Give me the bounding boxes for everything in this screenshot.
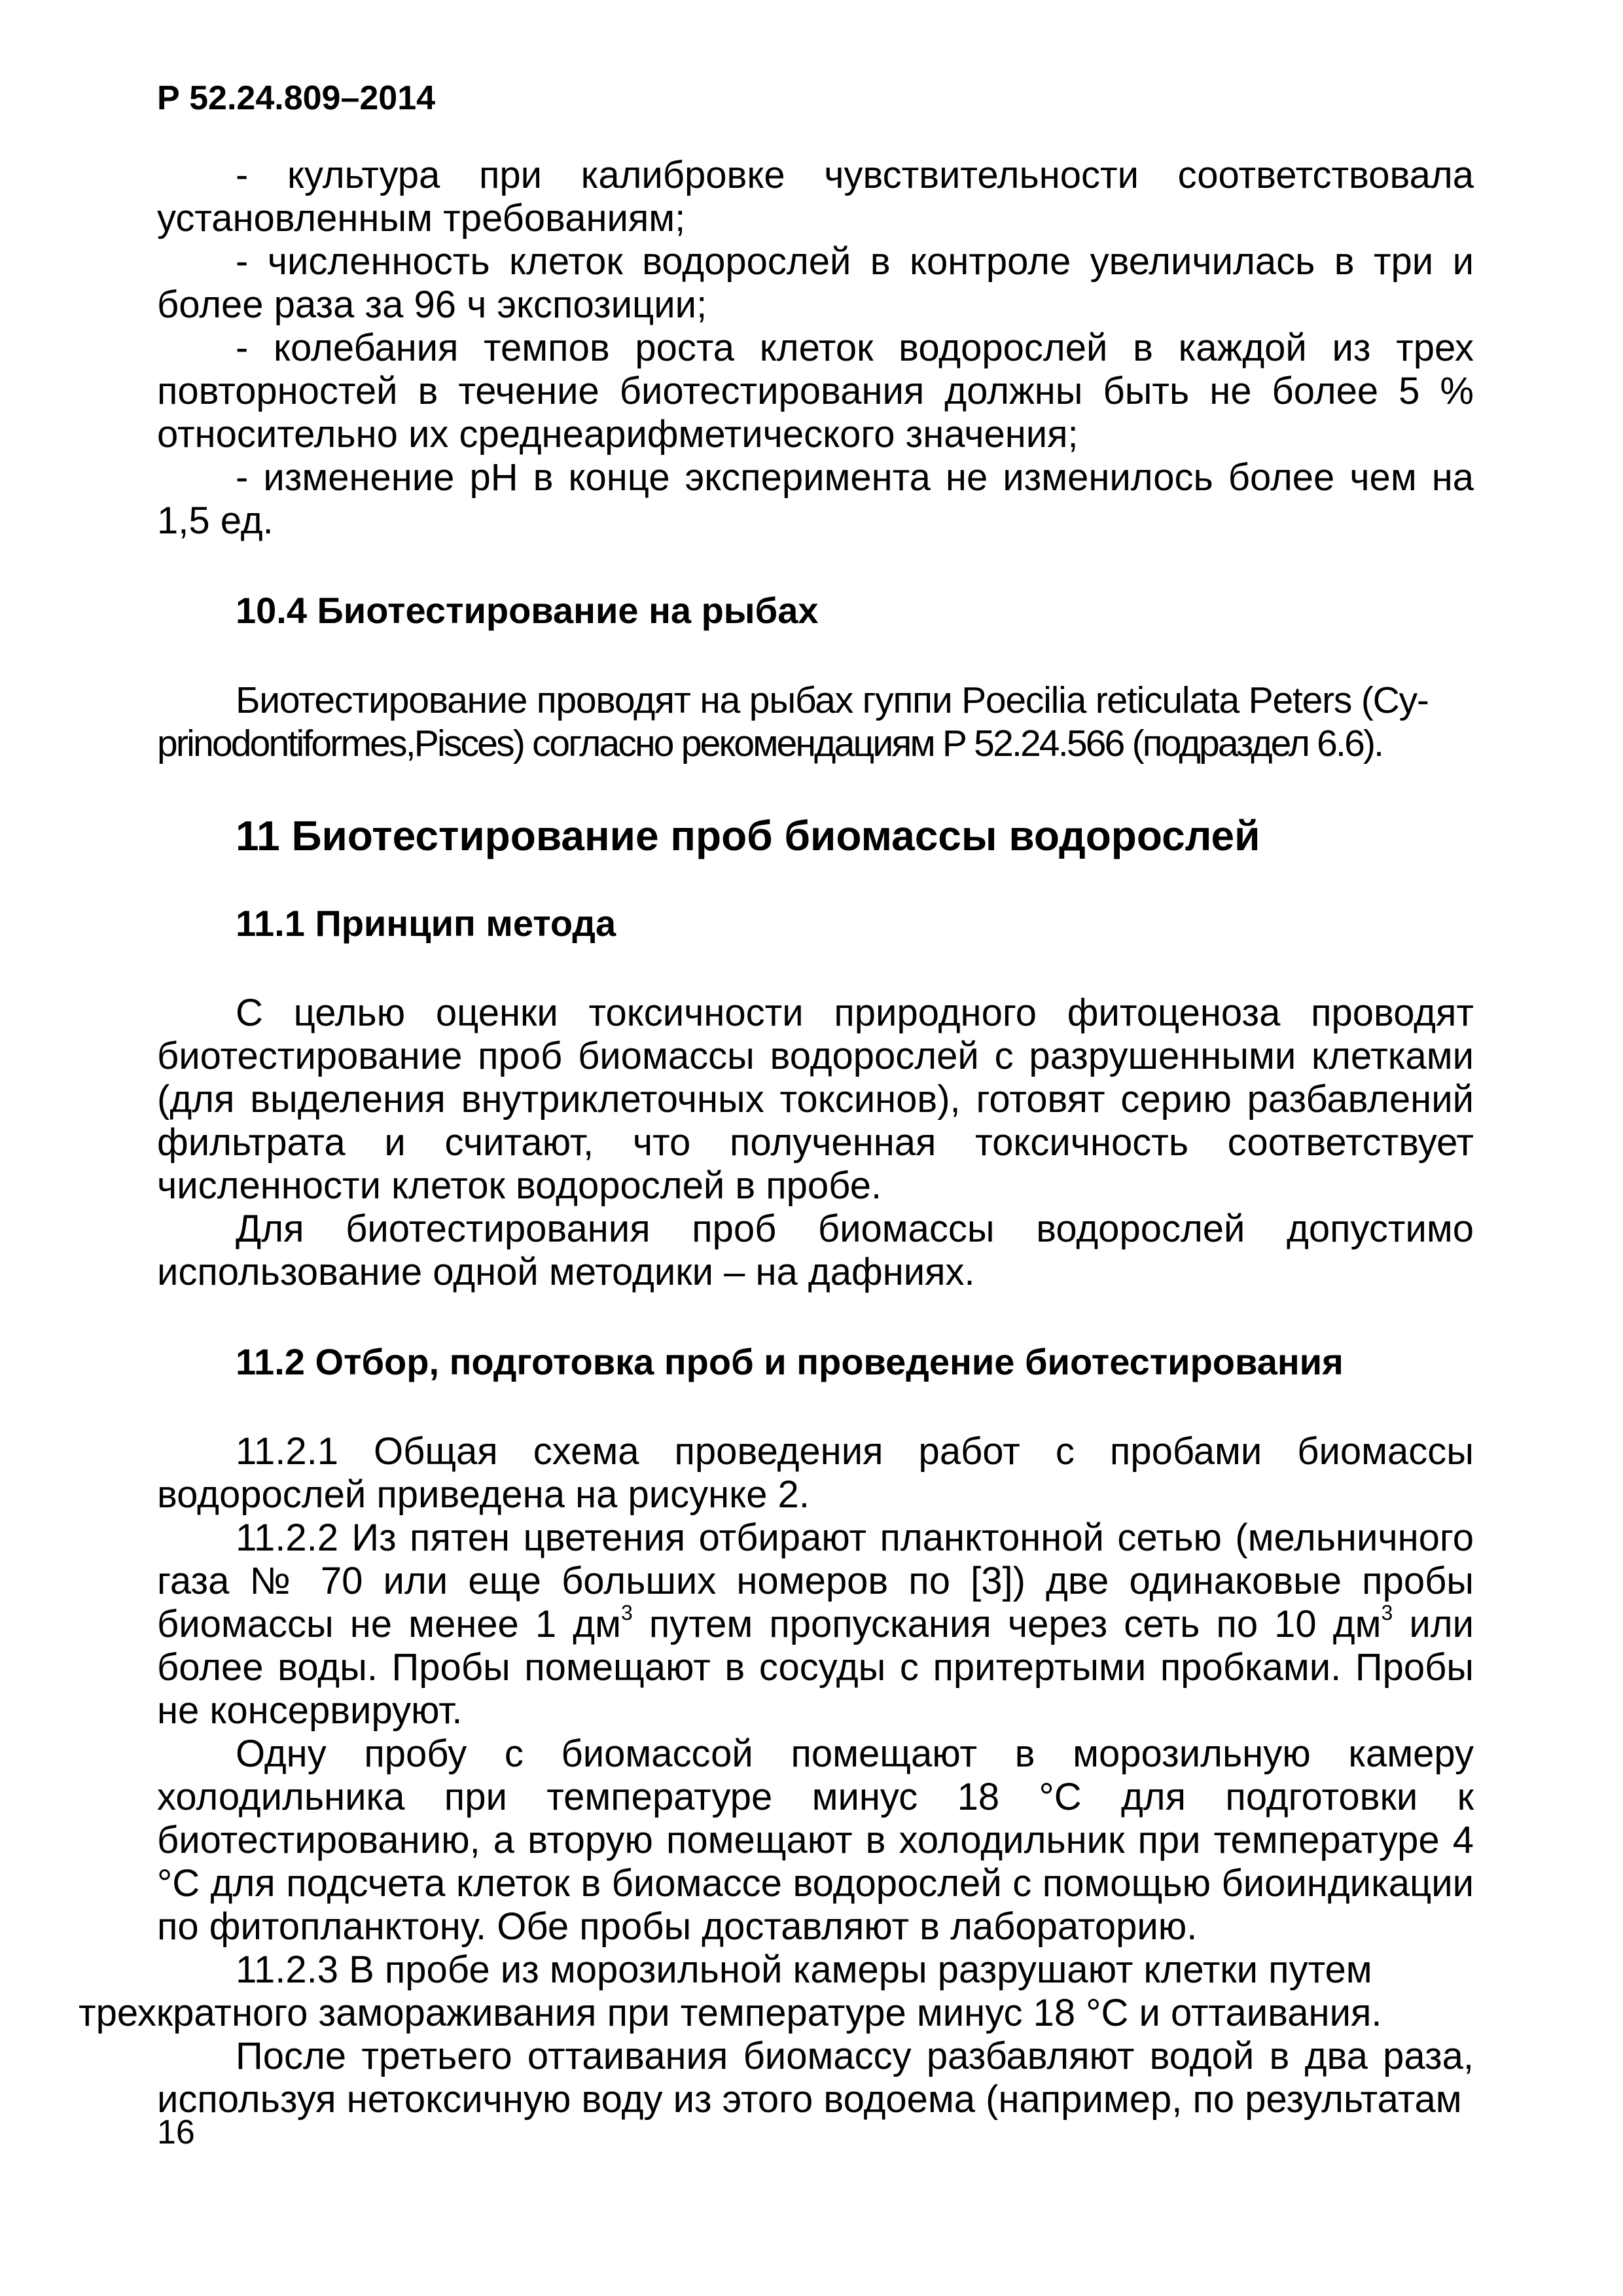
- document-page: [79, 0, 1474, 2296]
- page-content: [79, 154, 1474, 2121]
- paragraph-11-2-2: 11.2.2 Из пятен цветения отбирают планктонной сетью (мельничного газа № 70 или еще больших номеров по [3]) две одинаковые пробы биомассы не менее 1 $дм^3$ путем пропускания через сеть по 10 $дм^3$ или более воды. Пробы помещают в сосуды с притертыми пробками. Пробы не консервируют.: [157, 1516, 1474, 1732]
- paragraph-freezer: Одну пробу с биомассой помещают в морозильную камеру холодильника при температуре минус 18 °С для подготовки к биотестированию, а вторую помещают в холодильник при температуре 4 °С для подсчета клеток в биомассе водорослей с помощью биоиндикации по фитопланктону. Обе пробы доставляют в лабораторию.: [157, 1732, 1474, 1948]
- condition-item: - колебания темпов роста клеток водорослей в каждой из трех повторностей в течение биотестирования должны быть не более 5 % относительно их среднеарифметического значения;: [157, 327, 1474, 456]
- document-code: Р 52.24.809–2014: [157, 79, 436, 117]
- paragraph-11-2-3: [79, 1948, 1474, 2035]
- section-10-4-heading: 10.4 Биотестирование на рыбах: [236, 590, 819, 631]
- section-11-heading: 11 Биотестирование проб биомассы водорослей: [236, 812, 1260, 859]
- section-10-4-text: [157, 679, 1474, 765]
- page-number: 16: [157, 2113, 195, 2151]
- paragraph-after-thawing: После третьего оттаивания биомассу разбавляют водой в два раза, используя нетоксичную воду из этого водоема (например, по результатам: [157, 2035, 1474, 2121]
- section-10-4-text-line1: Биотестирование проводят на рыбах гуппи Poecilia reticulata Peters (Cy-: [236, 679, 1429, 721]
- paragraph-11-2-3-line2: трехкратного замораживания при температуре минус 18 °С и оттаивания.: [79, 1992, 1382, 2034]
- section-11-1-paragraph: С целью оценки токсичности природного фитоценоза проводят биотестирование проб биомассы водорослей с разрушенными клетками (для выделения внутриклеточных токсинов), готовят серию разбавлений фильтрата и считают, что полученная токсичность соответствует численности клеток водорослей в пробе.: [157, 992, 1474, 1207]
- section-11-1-heading: 11.1 Принцип метода: [236, 903, 616, 944]
- condition-item: - численность клеток водорослей в контроле увеличилась в три и более раза за 96 ч экспозиции;: [157, 240, 1474, 326]
- paragraph-11-2-3-line1: 11.2.3 В пробе из морозильной камеры разрушают клетки путем: [236, 1948, 1372, 1991]
- condition-item: - культура при калибровке чувствительности соответствовала установленным требованиям;: [157, 154, 1474, 240]
- paragraph-11-2-1: 11.2.1 Общая схема проведения работ с пробами биомассы водорослей приведена на рисунке 2.: [157, 1430, 1474, 1516]
- section-11-1-paragraph: Для биотестирования проб биомассы водорослей допустимо использование одной методики – на дафниях.: [157, 1208, 1474, 1293]
- conditions-list: [157, 154, 1474, 543]
- section-11-2-heading: 11.2 Отбор, подготовка проб и проведение биотестирования: [236, 1341, 1344, 1382]
- section-10-4-text-line2: prinodontiformes,Pisces) согласно рекомендациям Р 52.24.566 (подраздел 6.6).: [157, 723, 1383, 764]
- condition-item: - изменение pH в конце эксперимента не изменилось более чем на 1,5 ед.: [157, 456, 1474, 542]
